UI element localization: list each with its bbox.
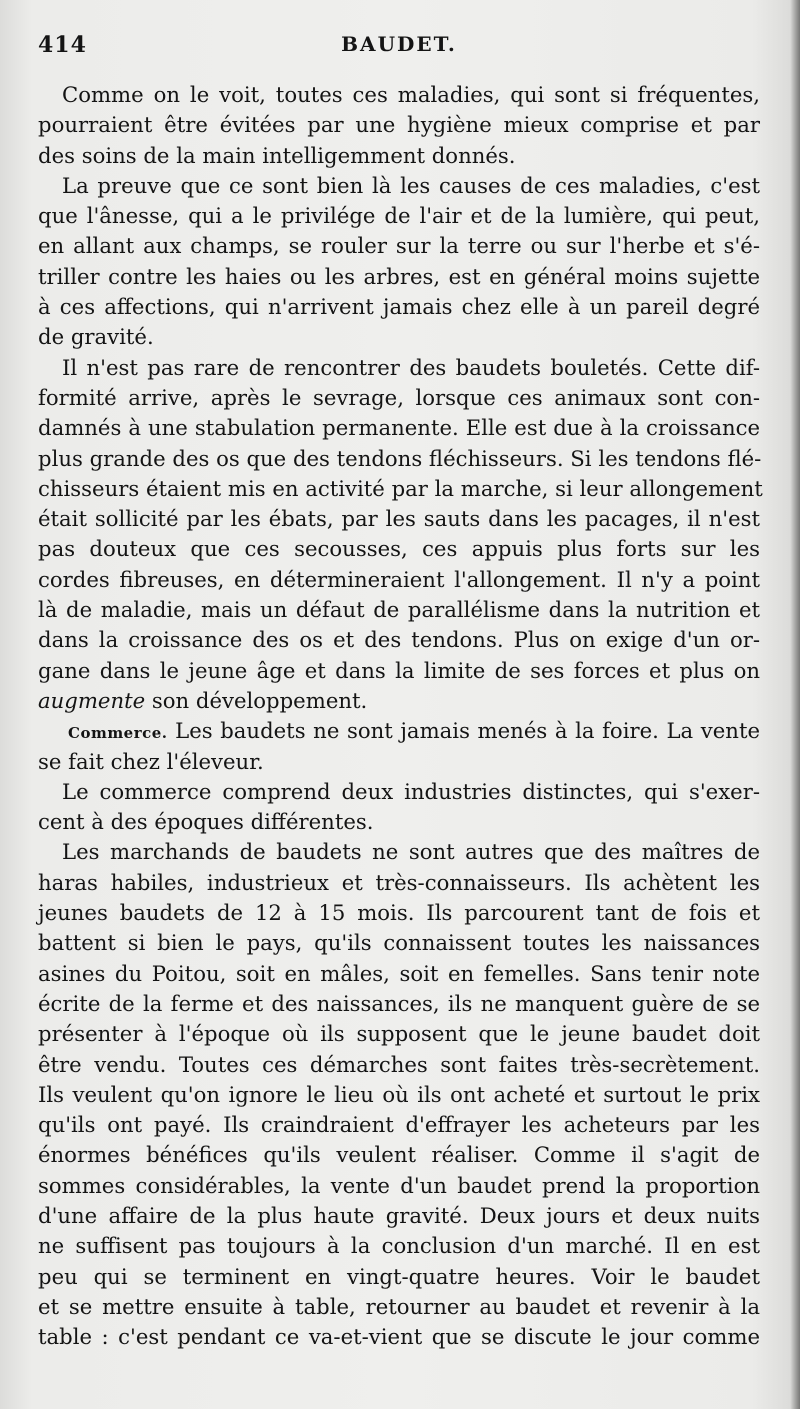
text-line: La preuve que ce sont bien là les causes de ces maladies, c'est <box>62 172 760 198</box>
text-fragment: son développement. <box>145 687 368 713</box>
text-line: jeunes baudets de 12 à 15 mois. Ils parcourent tant de fois et <box>38 900 760 926</box>
text-line: formité arrive, après le sevrage, lorsque ces animaux sont con- <box>38 384 760 410</box>
italic-word: augmente <box>38 687 146 713</box>
page-number: 414 <box>38 32 87 58</box>
text-line: plus grande des os que des tendons fléchisseurs. Si les tendons flé- <box>38 445 762 471</box>
text-fragment: Les baudets ne sont jamais menés à la foire. La vente <box>167 718 760 744</box>
page-edge-shadow <box>790 0 800 1409</box>
text-line: pas douteux que ces secousses, ces appuis plus forts sur les <box>38 536 760 562</box>
text-line: Il n'est pas rare de rencontrer des baudets bouletés. Cette dif- <box>62 354 760 380</box>
text-line: de gravité. <box>38 324 154 350</box>
running-title: BAUDET. <box>341 32 457 56</box>
text-line: être vendu. Toutes ces démarches sont faites très-secrètement. <box>38 1051 760 1077</box>
text-line: Comme on le voit, toutes ces maladies, qui sont si fréquentes, <box>62 82 760 107</box>
text-line <box>38 686 760 716</box>
text-line: pourraient être évitées par une hygiène mieux comprise et par <box>38 112 760 138</box>
text-line: Les marchands de baudets ne sont autres que des maîtres de <box>62 839 760 865</box>
text-line: présenter à l'époque où ils supposent que le jeune baudet doit <box>38 1021 760 1047</box>
text-line: et se mettre ensuite à table, retourner au baudet et revenir à la <box>38 1293 760 1319</box>
text-line: cent à des époques différentes. <box>38 809 374 835</box>
text-line: était sollicité par les ébats, par les sauts dans les pacages, il n'est <box>38 506 760 532</box>
text-line: énormes bénéfices qu'ils veulent réaliser. Comme il s'agit de <box>38 1142 760 1168</box>
text-line: battent si bien le pays, qu'ils connaissent toutes les naissances <box>38 930 760 956</box>
text-line: cordes fibreuses, en détermineraient l'allongement. Il n'y a point <box>38 566 760 592</box>
text-line: table : c'est pendant ce va-et-vient que se discute le jour comme <box>38 1324 760 1350</box>
text-line <box>38 716 760 746</box>
text-line: Le commerce comprend deux industries distinctes, qui s'exer- <box>62 778 760 804</box>
text-line: asines du Poitou, soit en mâles, soit en femelles. Sans tenir note <box>38 960 760 986</box>
text-line: qu'ils ont payé. Ils craindraient d'effrayer les acheteurs par les <box>38 1112 760 1138</box>
text-line: en allant aux champs, se rouler sur la terre ou sur l'herbe et s'é- <box>38 233 760 259</box>
text-line: haras habiles, industrieux et très-connaisseurs. Ils achètent les <box>38 869 760 895</box>
text-line: gane dans le jeune âge et dans la limite de ses forces et plus on <box>38 657 760 683</box>
text-line: dans la croissance des os et des tendons. Plus on exige d'un or- <box>38 627 760 653</box>
page-header <box>38 30 760 66</box>
body-text <box>38 80 763 1352</box>
text-line: que l'ânesse, qui a le privilége de l'air et de la lumière, qui peut, <box>38 203 760 229</box>
section-heading-commerce: Commerce. <box>68 724 168 743</box>
text-line: des soins de la main intelligemment donnés. <box>38 142 516 168</box>
text-line: d'une affaire de la plus haute gravité. Deux jours et deux nuits <box>38 1202 760 1228</box>
text-line: ne suffisent pas toujours à la conclusion d'un marché. Il en est <box>38 1233 760 1259</box>
text-line: là de maladie, mais un défaut de parallélisme dans la nutrition et <box>38 597 760 623</box>
text-line: à ces affections, qui n'arrivent jamais chez elle à un pareil degré <box>38 294 760 320</box>
text-line: se fait chez l'éleveur. <box>38 748 264 774</box>
text-line: peu qui se terminent en vingt-quatre heures. Voir le baudet <box>38 1263 760 1289</box>
text-line: triller contre les haies ou les arbres, est en général moins sujette <box>38 263 760 289</box>
text-line: sommes considérables, la vente d'un baudet prend la proportion <box>38 1172 760 1198</box>
text-line: Ils veulent qu'on ignore le lieu où ils ont acheté et surtout le prix <box>38 1081 760 1107</box>
text-line: chisseurs étaient mis en activité par la marche, si leur allongement <box>38 475 763 501</box>
text-line: damnés à une stabulation permanente. Elle est due à la croissance <box>38 415 760 441</box>
text-line: écrite de la ferme et des naissances, ils ne manquent guère de se <box>38 990 760 1016</box>
